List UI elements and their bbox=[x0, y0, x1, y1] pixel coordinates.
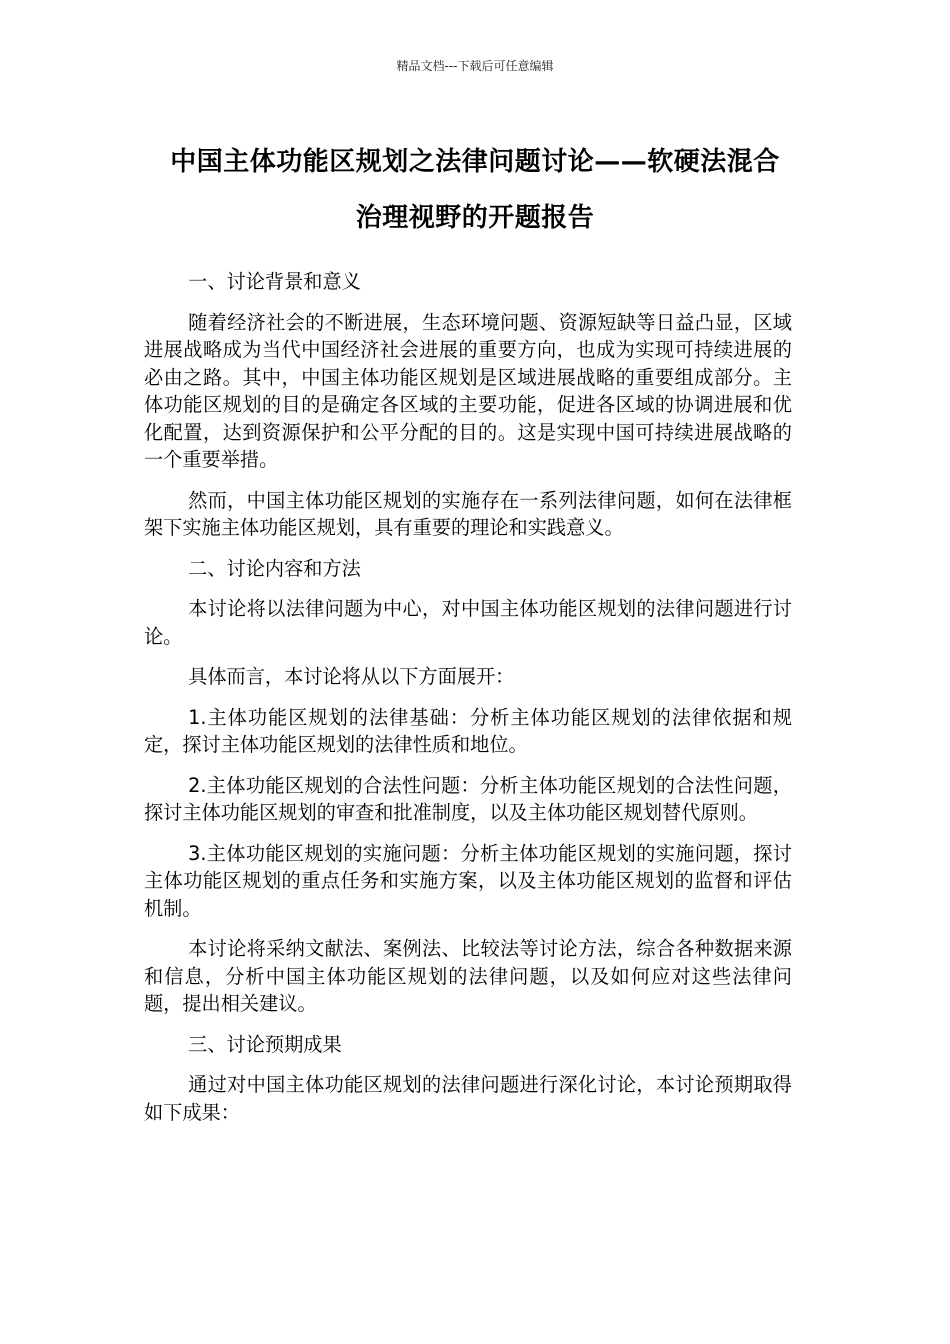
section-heading: 一、讨论背景和意义 bbox=[188, 270, 361, 293]
body-paragraph: 然而，中国主体功能区规划的实施存在一系列法律问题，如何在法律框架下实施主体功能区规划，具有重要的理论和实践意义。 bbox=[144, 488, 792, 539]
body-paragraph: 具体而言，本讨论将从以下方面展开： bbox=[188, 665, 515, 688]
title-line-2: 治理视野的开题报告 bbox=[355, 203, 595, 233]
title-line-1: 中国主体功能区规划之法律问题讨论——软硬法混合 bbox=[170, 147, 780, 177]
body-paragraph: 通过对中国主体功能区规划的法律问题进行深化讨论，本讨论预期取得如下成果： bbox=[144, 1073, 792, 1124]
document-title bbox=[140, 134, 810, 246]
body-paragraph: 随着经济社会的不断进展，生态环境问题、资源短缺等日益凸显，区域进展战略成为当代中国经济社会进展的重要方向，也成为实现可持续进展的必由之路。其中，中国主体功能区规划是区域进展战略的重要组成部分。主体功能区规划的目的是确定各区域的主要功能，促进各区域的协调进展和优化配置，达到资源保护和公平分配的目的。这是实现中国可持续进展战略的一个重要举措。 bbox=[144, 310, 792, 471]
list-item: 3.主体功能区规划的实施问题：分析主体功能区规划的实施问题，探讨主体功能区规划的重点任务和实施方案，以及主体功能区规划的监督和评估机制。 bbox=[144, 841, 792, 920]
document-body bbox=[144, 268, 792, 1139]
body-paragraph: 本讨论将以法律问题为中心，对中国主体功能区规划的法律问题进行讨论。 bbox=[144, 597, 792, 648]
section-heading: 二、讨论内容和方法 bbox=[188, 556, 361, 580]
section-heading: 三、讨论预期成果 bbox=[188, 1032, 342, 1056]
header-note: 精品文档---下载后可任意编辑 bbox=[396, 59, 554, 73]
list-item: 1.主体功能区规划的法律基础：分析主体功能区规划的法律依据和规定，探讨主体功能区规划的法律性质和地位。 bbox=[144, 705, 792, 756]
body-paragraph: 本讨论将采纳文献法、案例法、比较法等讨论方法，综合各种数据来源和信息，分析中国主体功能区规划的法律问题，以及如何应对这些法律问题，提出相关建议。 bbox=[144, 937, 792, 1015]
list-item: 2.主体功能区规划的合法性问题：分析主体功能区规划的合法性问题，探讨主体功能区规划的审查和批准制度，以及主体功能区规划替代原则。 bbox=[144, 773, 792, 824]
